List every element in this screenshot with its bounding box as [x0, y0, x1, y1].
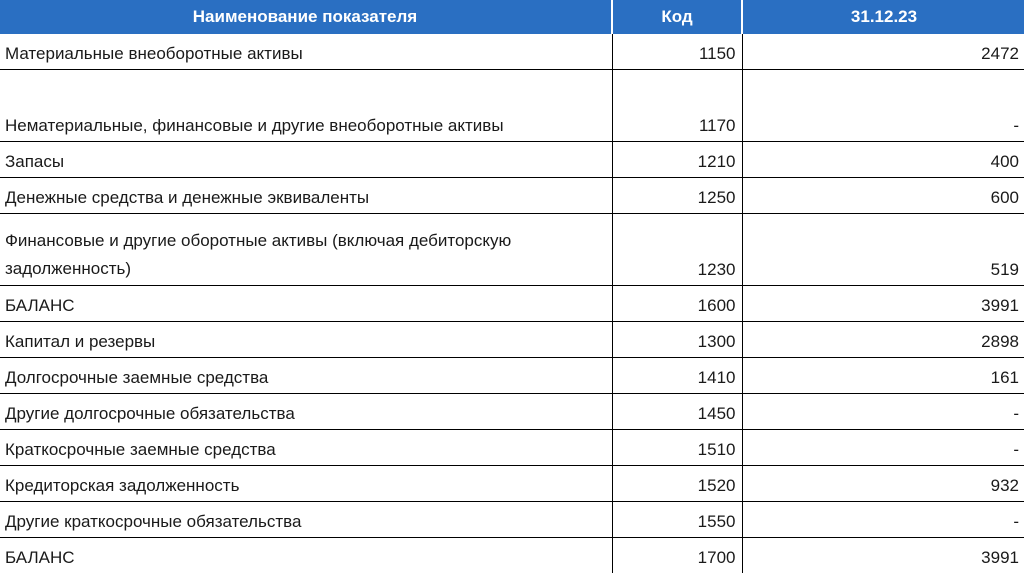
row-value: - [742, 394, 1024, 430]
table-row [0, 502, 1024, 538]
row-name: Материальные внеоборотные активы [0, 34, 612, 70]
row-name: Другие краткосрочные обязательства [0, 502, 612, 538]
header-date: 31.12.23 [742, 0, 1024, 34]
row-code: 1150 [612, 34, 742, 70]
row-name: Денежные средства и денежные эквиваленты [0, 178, 612, 214]
table-body [0, 34, 1024, 573]
row-code: 1700 [612, 538, 742, 574]
row-value: 161 [742, 358, 1024, 394]
row-code: 1550 [612, 502, 742, 538]
row-name: Долгосрочные заемные средства [0, 358, 612, 394]
row-code: 1450 [612, 394, 742, 430]
row-name: БАЛАНС [0, 538, 612, 574]
row-value: 3991 [981, 548, 1019, 567]
row-value: - [742, 430, 1024, 466]
table-row [0, 394, 1024, 430]
row-name: Кредиторская задолженность [0, 466, 612, 502]
table-row [0, 430, 1024, 466]
row-name: Другие долгосрочные обязательства [0, 394, 612, 430]
table-row [0, 178, 1024, 214]
table-row [0, 142, 1024, 178]
row-value: 2898 [742, 322, 1024, 358]
table-row [0, 214, 1024, 286]
row-code: 1250 [612, 178, 742, 214]
table-row [0, 286, 1024, 322]
row-name: Финансовые и другие оборотные активы (включая дебиторскую задолженность) [0, 214, 612, 286]
table-row [0, 538, 1024, 574]
row-code: 1230 [612, 214, 742, 286]
row-value: 519 [742, 214, 1024, 286]
row-code: 1210 [612, 142, 742, 178]
row-value: 2472 [742, 34, 1024, 70]
table-row [0, 358, 1024, 394]
table-row [0, 466, 1024, 502]
table-row [0, 70, 1024, 142]
row-name: Запасы [0, 142, 612, 178]
row-value: - [742, 502, 1024, 538]
row-name: БАЛАНС [0, 286, 612, 322]
row-value: 600 [742, 178, 1024, 214]
row-name: Краткосрочные заемные средства [0, 430, 612, 466]
row-value: 932 [742, 466, 1024, 502]
table-row [0, 322, 1024, 358]
row-code: 1520 [612, 466, 742, 502]
row-value: - [742, 70, 1024, 142]
row-code: 1300 [612, 322, 742, 358]
row-code: 1600 [612, 286, 742, 322]
row-code: 1170 [612, 70, 742, 142]
header-code: Код [612, 0, 742, 34]
row-value: 3991 [742, 286, 1024, 322]
header-row [0, 0, 1024, 34]
row-code: 1410 [612, 358, 742, 394]
header-name: Наименование показателя [0, 0, 612, 34]
table-header [0, 0, 1024, 34]
row-value: 400 [742, 142, 1024, 178]
row-name: Нематериальные, финансовые и другие внеоборотные активы [0, 70, 612, 142]
row-name: Капитал и резервы [0, 322, 612, 358]
row-code: 1510 [612, 430, 742, 466]
table-row [0, 34, 1024, 70]
